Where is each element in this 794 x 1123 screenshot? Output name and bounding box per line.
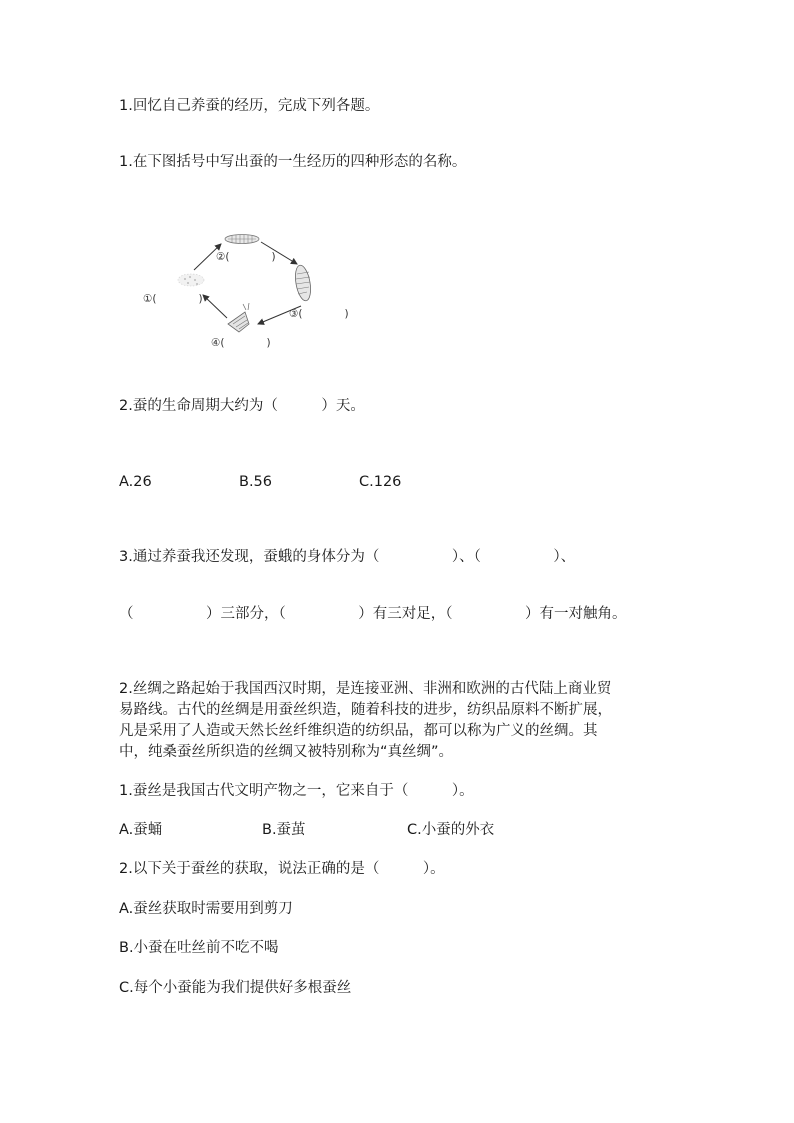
- larva-icon: [225, 235, 259, 244]
- s2-q1-option-c: C.小蚕的外衣: [407, 822, 495, 838]
- q1-text: 1.在下图括号中写出蚕的一生经历的四种形态的名称。: [119, 154, 467, 170]
- pupa-icon: [293, 264, 313, 302]
- q3-line1: 3.通过养蚕我还发现，蚕蛾的身体分为（ ）、（ ）、: [119, 549, 576, 565]
- q2-option-c: C.126: [359, 474, 402, 490]
- s2-q2-option-a: A.蚕丝获取时需要用到剪刀: [119, 901, 293, 917]
- q2-option-a: A.26: [119, 474, 152, 490]
- stage1-label: ①( ): [143, 293, 203, 305]
- q2-text: 2.蚕的生命周期大约为（ ）天。: [119, 398, 365, 414]
- silkworm-lifecycle-diagram: [135, 222, 365, 357]
- s2-q1-option-a: A.蚕蛹: [119, 822, 163, 838]
- stage3-label: ③( ): [289, 308, 349, 320]
- stage4-label: ④( ): [211, 337, 271, 349]
- s2-q2-option-b: B.小蚕在吐丝前不吃不喝: [119, 940, 279, 956]
- arrow-moth-to-eggs: [203, 295, 227, 318]
- s2-q2-option-c: C.每个小蚕能为我们提供好多根蚕丝: [119, 980, 352, 996]
- moth-icon: [228, 303, 249, 332]
- q2-option-b: B.56: [239, 474, 273, 490]
- section1-title: 1.回忆自己养蚕的经历，完成下列各题。: [119, 98, 380, 114]
- s2-q1-option-b: B.蚕茧: [262, 822, 306, 838]
- passage-line: 易路线。古代的丝绸是用蚕丝织造，随着科技的进步，纺织品原料不断扩展，: [119, 702, 612, 718]
- s2-q2-text: 2.以下关于蚕丝的获取，说法正确的是（ ）。: [119, 861, 445, 877]
- stage2-label: ②( ): [216, 251, 276, 263]
- s2-q1-text: 1.蚕丝是我国古代文明产物之一，它来自于（ ）。: [119, 783, 474, 799]
- passage-line: 凡是采用了人造或天然长丝纤维织造的纺织品，都可以称为广义的丝绸。其: [119, 723, 598, 739]
- passage-line: 中，纯桑蚕丝所织造的丝绸又被特别称为“真丝绸”。: [119, 744, 454, 760]
- silk-road-passage: [119, 679, 659, 763]
- eggs-icon: [178, 274, 204, 286]
- passage-line: 2.丝绸之路起始于我国西汉时期，是连接亚洲、非洲和欧洲的古代陆上商业贸: [119, 681, 612, 697]
- q3-line2: （ ）三部分，（ ）有三对足，（ ）有一对触角。: [119, 606, 627, 622]
